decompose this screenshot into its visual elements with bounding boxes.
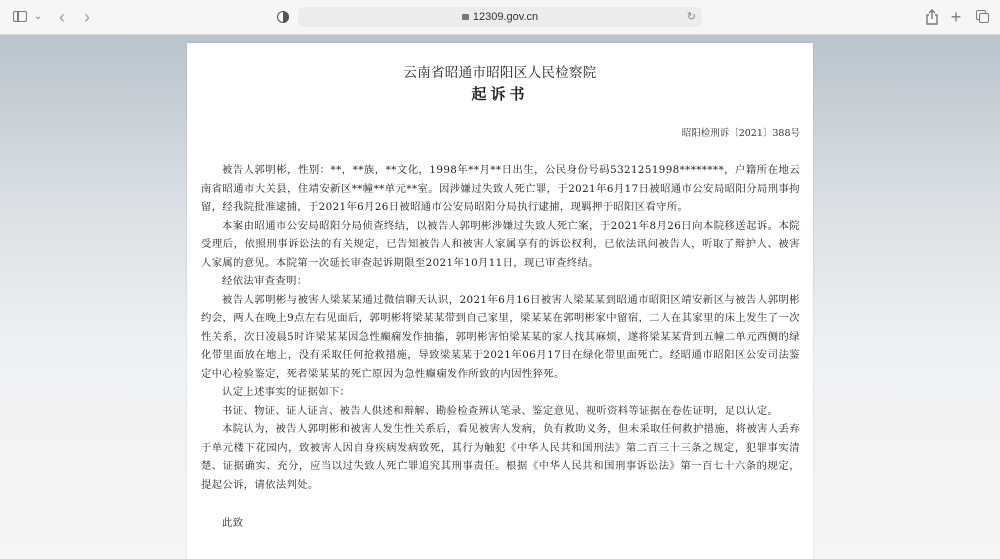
document-org: 云南省昭通市昭阳区人民检察院 [403,65,597,81]
paragraph: 认定上述事实的证据如下： [222,386,351,398]
paragraph-closing: 此致 [222,517,244,529]
address-bar[interactable] [298,7,702,27]
paragraph: 被告人郭明彬与被害人梁某某通过微信聊天认识，2021年6月16日被害人梁某某到昭通市昭阳区靖安新区与被告人郭明彬约会，两人在晚上9点左右见面后，郭明彬将梁某某带到自己家里，梁某某在郭明彬家中留宿，二人在其家里的床上发生了一次性关系，次日凌晨5时许梁某某因急性癫痫发作抽搐，郭明彬害怕梁某某的家人找其麻烦，遂将梁某某背到五幢二单元西侧的绿化带里面放在地上，没有采取任何抢救措施，导致梁某某于2021年06月17日在绿化带里面死亡。经昭通市昭阳区公安司法鉴定中心检验鉴定，死者梁某某的死亡原因为急性癫痫发作所致的内因性猝死。 [201,293,800,380]
lock-icon [462,14,469,20]
reload-icon[interactable]: ↻ [686,11,696,23]
forward-button[interactable] [80,0,94,34]
indictment-document [187,43,813,559]
document-title: 起诉书 [471,85,529,103]
paragraph: 被告人郭明彬，性别：**，**族，**文化，1998年**月**日出生，公民身份号码5321251998********，户籍所在地云南省昭通市大关县，住靖安新区**幢**单元**室。因涉嫌过失致人死亡罪，于2021年6月17日被昭通市公安局昭阳分局刑事拘留，经我院批准逮捕，于2021年6月26日被昭通市公安局昭阳分局执行逮捕，现羁押于昭阳区看守所。 [201,164,800,213]
paragraph: 经依法审查查明： [222,275,308,287]
paragraph: 书证、物证、证人证言、被告人供述和辩解、勘验检查辨认笔录、鉴定意见、视听资料等证据在卷佐证明，足以认定。 [222,404,779,417]
url-text: 12309.gov.cn [472,11,539,23]
tab-overview-button[interactable] [973,0,989,34]
chevron-left-icon: ‹ [59,7,65,27]
document-number: 昭阳检刑诉〔2021〕388号 [681,128,800,139]
page-viewport[interactable] [0,35,1000,559]
share-button[interactable] [924,0,940,34]
share-icon [925,9,939,25]
shield-icon[interactable] [276,0,290,34]
paragraph: 本案由昭通市公安局昭阳分局侦查终结，以被告人郭明彬涉嫌过失致人死亡案，于2021年8月26日向本院移送起诉。本院受理后，依照刑事诉讼法的有关规定，已告知被告人和被害人家属享有的诉讼权利，已依法讯问被告人，听取了辩护人、被害人家属的意见。本院第一次延长审查起诉期限至2021年10月11日，现已审查终结。 [201,219,800,269]
plus-icon: + [950,7,962,27]
chevron-down-icon[interactable]: ⌄ [33,11,43,22]
document-body [201,161,800,533]
sidebar-icon[interactable] [12,0,30,34]
new-tab-button[interactable] [949,0,963,34]
browser-toolbar [0,0,1000,35]
paragraph: 本院认为，被告人郭明彬和被害人发生性关系后，看见被害人发病，负有救助义务，但未采取任何救护措施，将被害人丢弃于单元楼下花园内，致被害人因自身疾病发病致死，其行为触犯《中华人民共和国刑法》第二百三十三条之规定，犯罪事实清楚、证据确实、充分，应当以过失致人死亡罪追究其刑事责任。根据《中华人民共和国刑事诉讼法》第一百七十六条的规定，提起公诉，请依法判处。 [201,423,800,491]
url-display [298,7,702,27]
back-button[interactable] [55,0,69,34]
chevron-right-icon: › [84,7,90,27]
